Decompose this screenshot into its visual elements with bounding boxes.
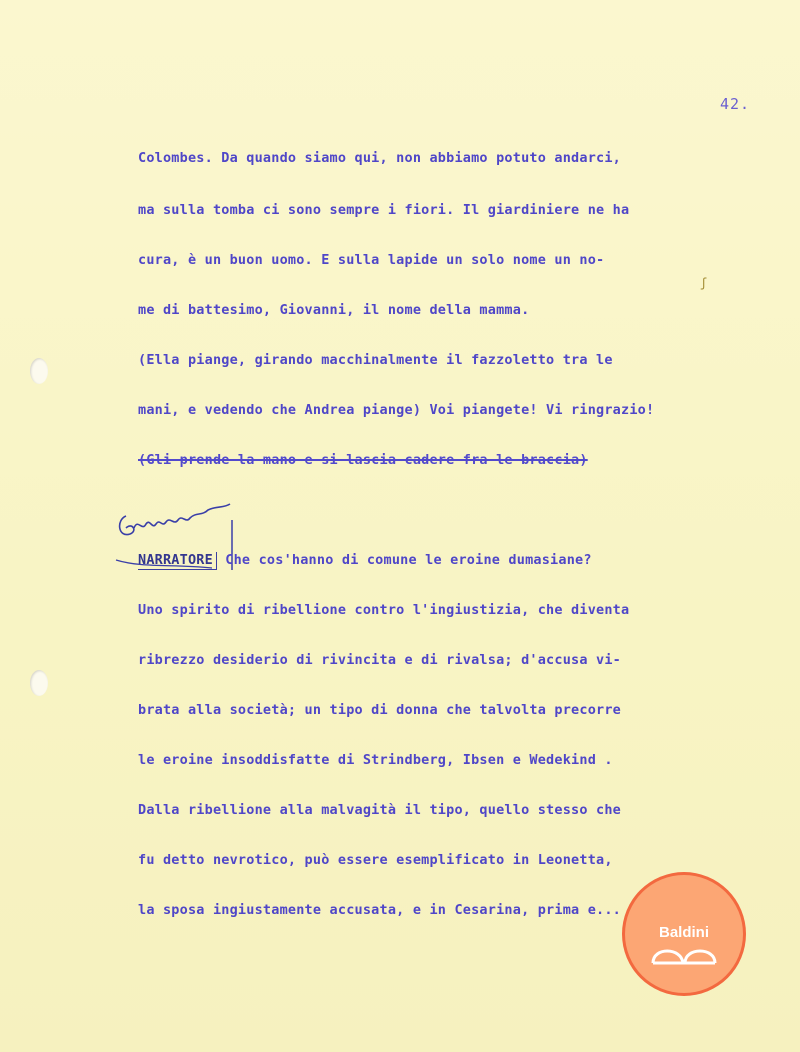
speaker-text: Che cos'hanno di comune le eroine dumasiane? bbox=[225, 552, 592, 568]
text-line: Colombes. Da quando siamo qui, non abbiamo potuto andarci, bbox=[138, 150, 622, 166]
text-line: ma sulla tomba ci sono sempre i fiori. Il giardiniere ne ha bbox=[138, 202, 630, 218]
stage-direction-line: (Ella piange, girando macchinalmente il fazzoletto tra le bbox=[138, 352, 613, 368]
text-line: cura, è un buon uomo. E sulla lapide un solo nome un no- bbox=[138, 252, 605, 268]
text-line: Dalla ribellione alla malvagità il tipo, quello stesso che bbox=[138, 802, 622, 818]
page-number: 42. bbox=[720, 95, 751, 113]
stamp-label: Baldini bbox=[658, 923, 709, 941]
stamp-logo-icon bbox=[649, 941, 719, 967]
archive-stamp bbox=[622, 872, 746, 996]
punch-hole bbox=[30, 670, 48, 696]
text-line: brata alla società; un tipo di donna che talvolta precorre bbox=[138, 702, 622, 718]
speaker-name: NARRATORE bbox=[138, 552, 217, 570]
text-line: la sposa ingiustamente accusata, e in Cesarina, prima e... bbox=[138, 902, 622, 918]
handwritten-mark-icon: ʃ bbox=[700, 276, 708, 290]
text-line: me di battesimo, Giovanni, il nome della mamma. bbox=[138, 302, 530, 318]
struck-out-line: (Gli prende la mano e si lascia cadere fra le braccia) bbox=[138, 452, 588, 468]
text-line: ribrezzo desiderio di rivincita e di rivalsa; d'accusa vi- bbox=[138, 652, 622, 668]
stage-direction-line: mani, e vedendo che Andrea piange) Voi piangete! Vi ringrazio! bbox=[138, 402, 655, 418]
text-line: Uno spirito di ribellione contro l'ingiustizia, che diventa bbox=[138, 602, 630, 618]
text-line: le eroine insoddisfatte di Strindberg, Ibsen e Wedekind . bbox=[138, 752, 613, 768]
speaker-line bbox=[138, 552, 778, 570]
text-line: fu detto nevrotico, può essere esemplificato in Leonetta, bbox=[138, 852, 613, 868]
punch-hole bbox=[30, 358, 48, 384]
